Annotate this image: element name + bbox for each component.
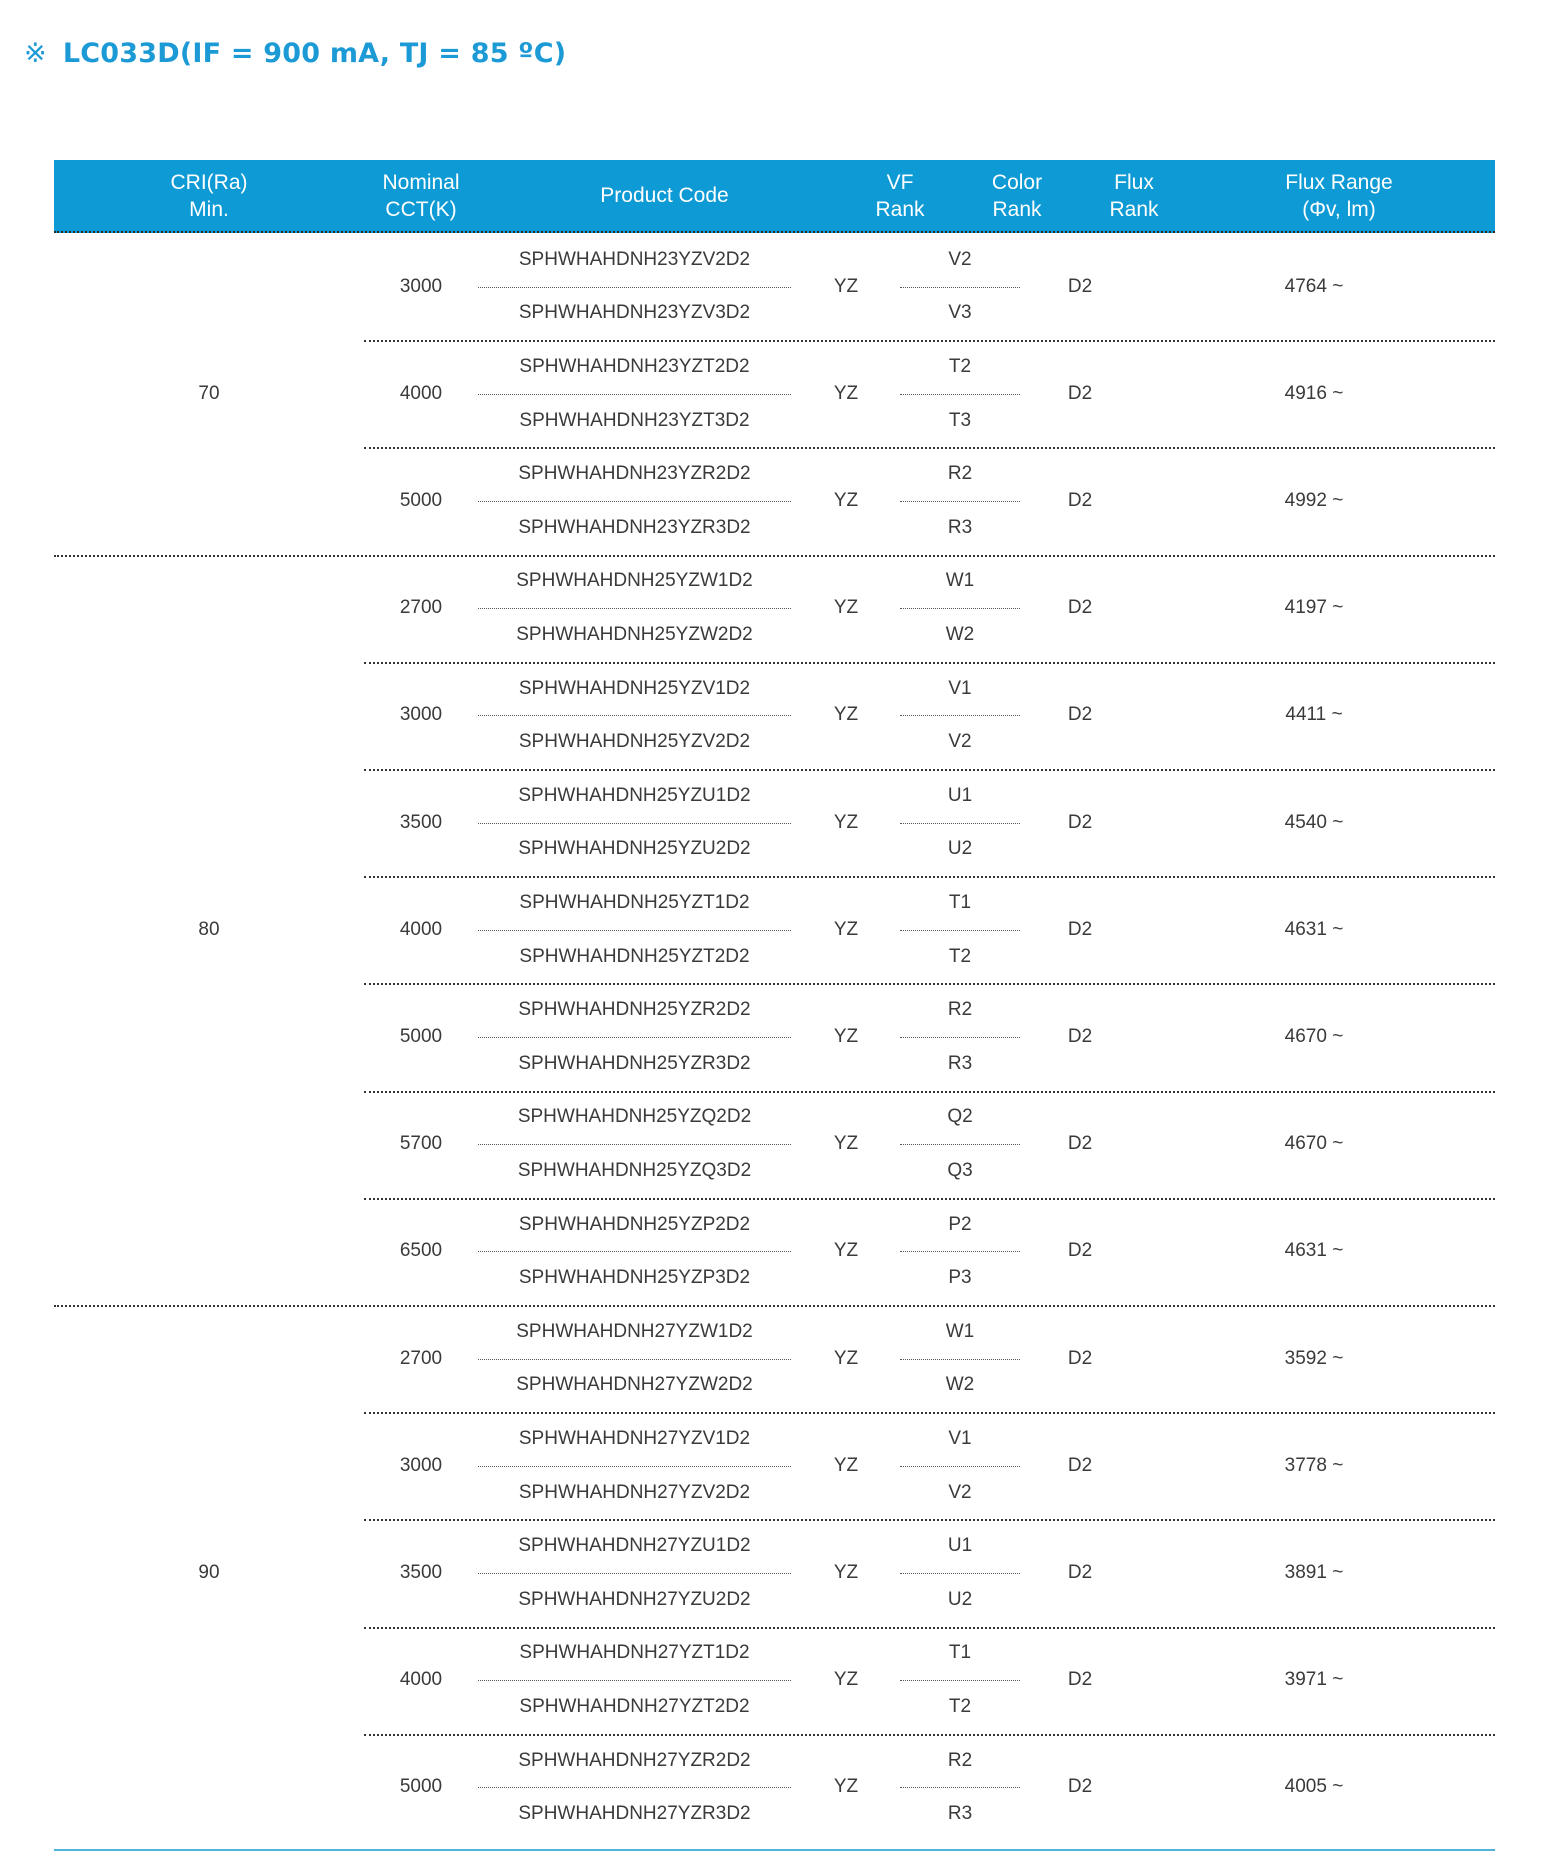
code-divider [478, 394, 791, 395]
flux-range-value: 4670 ~ [1284, 1025, 1344, 1047]
color-rank: R2 [947, 1749, 973, 1771]
flux-rank-value: D2 [1067, 382, 1093, 404]
product-code: SPHWHAHDNH25YZV1D2 [518, 677, 751, 699]
product-code: SPHWHAHDNH25YZW2D2 [516, 623, 753, 645]
color-rank: P3 [948, 1267, 972, 1289]
header-cct: Nominal CCT(K) [382, 170, 460, 221]
flux-rank-value: D2 [1067, 811, 1093, 833]
table-bottom-rule [54, 1849, 1495, 1851]
color-rank: T1 [948, 891, 972, 913]
flux-rank-value: D2 [1067, 489, 1093, 511]
color-rank: V1 [948, 1427, 972, 1449]
color-divider [900, 394, 1020, 395]
color-rank: V2 [948, 248, 972, 270]
product-code: SPHWHAHDNH23YZT3D2 [519, 409, 750, 431]
code-divider [478, 287, 791, 288]
product-code: SPHWHAHDNH27YZR3D2 [518, 1803, 751, 1825]
color-rank: U2 [947, 1588, 973, 1610]
product-code: SPHWHAHDNH27YZT1D2 [519, 1642, 750, 1664]
color-rank: U1 [947, 1535, 973, 1557]
color-rank: W1 [945, 1320, 975, 1342]
color-rank: U1 [947, 784, 973, 806]
color-rank: W2 [945, 1374, 975, 1396]
flux-rank-value: D2 [1067, 1133, 1093, 1155]
color-rank: R3 [947, 1803, 973, 1825]
product-code: SPHWHAHDNH25YZR2D2 [518, 999, 751, 1021]
code-divider [478, 1251, 791, 1252]
header-color-rank: Color Rank [991, 170, 1043, 221]
color-divider [900, 608, 1020, 609]
product-code: SPHWHAHDNH27YZW1D2 [516, 1320, 753, 1342]
color-divider [900, 1787, 1020, 1788]
flux-range-value: 4670 ~ [1284, 1133, 1344, 1155]
flux-rank-value: D2 [1067, 1347, 1093, 1369]
flux-rank-value: D2 [1067, 1561, 1093, 1583]
vf-rank-value: YZ [833, 918, 859, 940]
flux-rank-value: D2 [1067, 1776, 1093, 1798]
color-rank: R2 [947, 999, 973, 1021]
cct-value: 5700 [399, 1133, 443, 1155]
vf-rank-value: YZ [833, 1133, 859, 1155]
color-rank: W1 [945, 570, 975, 592]
color-divider [900, 823, 1020, 824]
flux-range-value: 4005 ~ [1284, 1776, 1344, 1798]
color-divider [900, 1359, 1020, 1360]
cri-value: 90 [198, 1562, 220, 1583]
cct-value: 2700 [399, 1347, 443, 1369]
product-code: SPHWHAHDNH25YZT1D2 [519, 891, 750, 913]
color-rank: V3 [948, 302, 972, 324]
product-code: SPHWHAHDNH23YZR2D2 [518, 463, 751, 485]
code-divider [478, 715, 791, 716]
product-code: SPHWHAHDNH23YZT2D2 [519, 355, 750, 377]
cct-value: 3500 [399, 1561, 443, 1583]
color-divider [900, 1251, 1020, 1252]
product-code: SPHWHAHDNH25YZQ2D2 [517, 1106, 752, 1128]
code-divider [478, 501, 791, 502]
vf-rank-value: YZ [833, 1025, 859, 1047]
flux-rank-value: D2 [1067, 1025, 1093, 1047]
code-divider [478, 608, 791, 609]
color-rank: R2 [947, 463, 973, 485]
color-rank: U2 [947, 838, 973, 860]
header-flux-range: Flux Range (Φv, lm) [1285, 170, 1393, 221]
flux-range-value: 4916 ~ [1284, 382, 1344, 404]
color-divider [900, 930, 1020, 931]
product-code: SPHWHAHDNH27YZV1D2 [518, 1427, 751, 1449]
vf-rank-value: YZ [833, 1561, 859, 1583]
vf-rank-value: YZ [833, 704, 859, 726]
table-header [54, 160, 1495, 233]
color-divider [900, 1037, 1020, 1038]
flux-rank-value: D2 [1067, 1454, 1093, 1476]
cct-value: 3500 [399, 811, 443, 833]
vf-rank-value: YZ [833, 811, 859, 833]
color-rank: R3 [947, 516, 973, 538]
product-code: SPHWHAHDNH27YZU2D2 [518, 1588, 751, 1610]
code-divider [478, 1573, 791, 1574]
product-code: SPHWHAHDNH23YZR3D2 [518, 516, 751, 538]
vf-rank-value: YZ [833, 382, 859, 404]
color-rank: P2 [948, 1213, 972, 1235]
product-code: SPHWHAHDNH25YZP2D2 [518, 1213, 751, 1235]
vf-rank-value: YZ [833, 1347, 859, 1369]
code-divider [478, 1466, 791, 1467]
vf-rank-value: YZ [833, 1669, 859, 1691]
header-product-code: Product Code [600, 184, 729, 207]
color-rank: R3 [947, 1052, 973, 1074]
product-code: SPHWHAHDNH23YZV2D2 [518, 248, 751, 270]
cct-value: 3000 [399, 1454, 443, 1476]
code-divider [478, 1787, 791, 1788]
flux-range-value: 3778 ~ [1284, 1454, 1344, 1476]
cct-value: 3000 [399, 275, 443, 297]
cct-value: 6500 [399, 1240, 443, 1262]
color-divider [900, 1466, 1020, 1467]
cct-value: 5000 [399, 1025, 443, 1047]
color-rank: Q3 [947, 1159, 973, 1181]
title-text: LC033D(IF = 900 mA, TJ = 85 ºC) [62, 38, 567, 69]
reference-mark-icon: ※ [24, 38, 47, 69]
product-code: SPHWHAHDNH25YZR3D2 [518, 1052, 751, 1074]
product-code: SPHWHAHDNH27YZV2D2 [518, 1481, 751, 1503]
page-title [24, 38, 566, 69]
color-rank: T2 [948, 355, 972, 377]
flux-rank-value: D2 [1067, 275, 1093, 297]
flux-rank-value: D2 [1067, 1240, 1093, 1262]
flux-range-value: 4411 ~ [1285, 704, 1343, 726]
flux-range-value: 3592 ~ [1284, 1347, 1344, 1369]
product-code: SPHWHAHDNH25YZV2D2 [518, 731, 751, 753]
cct-value: 2700 [399, 597, 443, 619]
header-cri: CRI(Ra) Min. [170, 170, 248, 221]
code-divider [478, 1144, 791, 1145]
product-code: SPHWHAHDNH27YZT2D2 [519, 1695, 750, 1717]
color-divider [900, 501, 1020, 502]
color-divider [900, 1680, 1020, 1681]
cri-value: 70 [198, 382, 220, 404]
product-code: SPHWHAHDNH25YZT2D2 [519, 945, 750, 967]
color-rank: T2 [948, 1695, 972, 1717]
vf-rank-value: YZ [833, 1240, 859, 1262]
vf-rank-value: YZ [833, 275, 859, 297]
flux-rank-value: D2 [1067, 704, 1093, 726]
product-code: SPHWHAHDNH25YZU2D2 [518, 838, 751, 860]
color-divider [900, 287, 1020, 288]
product-code: SPHWHAHDNH25YZP3D2 [518, 1267, 751, 1289]
color-divider [900, 1573, 1020, 1574]
header-flux-rank: Flux Rank [1109, 170, 1159, 221]
code-divider [478, 930, 791, 931]
flux-rank-value: D2 [1067, 918, 1093, 940]
product-code: SPHWHAHDNH25YZQ3D2 [517, 1159, 752, 1181]
flux-range-value: 4631 ~ [1284, 1240, 1344, 1262]
code-divider [478, 1037, 791, 1038]
header-vf-rank: VF Rank [875, 170, 925, 221]
product-code: SPHWHAHDNH27YZW2D2 [516, 1374, 753, 1396]
color-rank: V2 [948, 731, 972, 753]
flux-range-value: 4764 ~ [1284, 275, 1344, 297]
cct-value: 5000 [399, 489, 443, 511]
product-code: SPHWHAHDNH23YZV3D2 [518, 302, 751, 324]
flux-range-value: 4992 ~ [1284, 489, 1344, 511]
vf-rank-value: YZ [833, 489, 859, 511]
cct-value: 4000 [399, 1669, 443, 1691]
code-divider [478, 823, 791, 824]
flux-range-value: 3891 ~ [1284, 1561, 1344, 1583]
color-rank: W2 [945, 623, 975, 645]
product-code: SPHWHAHDNH27YZR2D2 [518, 1749, 751, 1771]
flux-rank-value: D2 [1067, 597, 1093, 619]
color-divider [900, 1144, 1020, 1145]
color-rank: T3 [948, 409, 972, 431]
color-divider [900, 715, 1020, 716]
product-code: SPHWHAHDNH25YZW1D2 [516, 570, 753, 592]
cri-value: 80 [198, 918, 220, 940]
flux-range-value: 3971 ~ [1284, 1669, 1344, 1691]
code-divider [478, 1359, 791, 1360]
vf-rank-value: YZ [833, 1454, 859, 1476]
cct-value: 4000 [399, 918, 443, 940]
color-rank: Q2 [947, 1106, 973, 1128]
vf-rank-value: YZ [833, 597, 859, 619]
product-code: SPHWHAHDNH27YZU1D2 [518, 1535, 751, 1557]
vf-rank-value: YZ [833, 1776, 859, 1798]
flux-range-value: 4197 ~ [1284, 597, 1344, 619]
color-rank: V2 [948, 1481, 972, 1503]
flux-range-value: 4540 ~ [1284, 811, 1344, 833]
cct-value: 4000 [399, 382, 443, 404]
product-code: SPHWHAHDNH25YZU1D2 [518, 784, 751, 806]
flux-rank-value: D2 [1067, 1669, 1093, 1691]
color-rank: T1 [948, 1642, 972, 1664]
code-divider [478, 1680, 791, 1681]
color-rank: T2 [948, 945, 972, 967]
flux-range-value: 4631 ~ [1284, 918, 1344, 940]
color-rank: V1 [948, 677, 972, 699]
cct-value: 3000 [399, 704, 443, 726]
cct-value: 5000 [399, 1776, 443, 1798]
